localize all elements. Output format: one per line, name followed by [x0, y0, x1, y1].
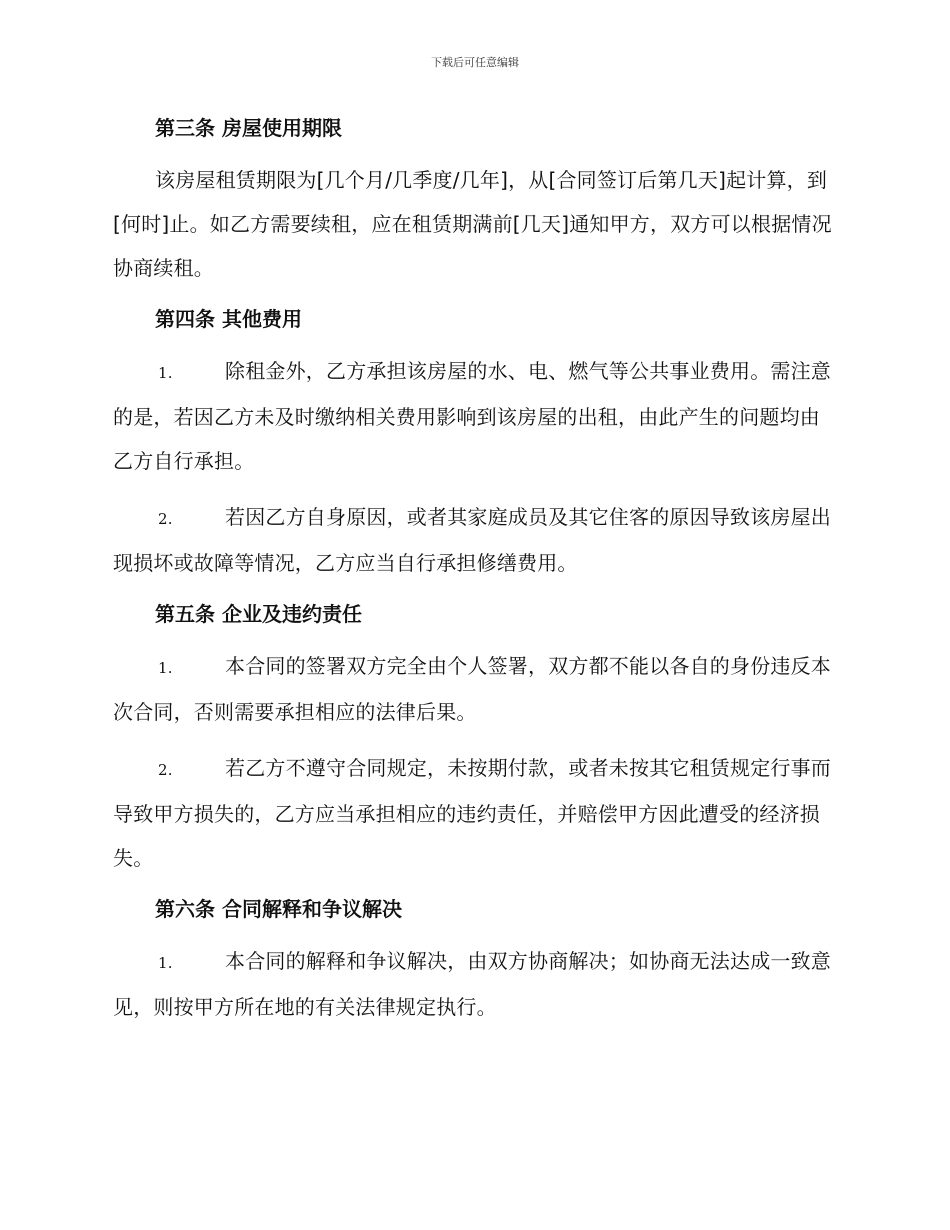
list-item-text: 除租金外，乙方承担该房屋的水、电、燃气等公共事业费用。需注意的是，若因乙方未及时缴纳相关费用影响到该房屋的出租，由此产生的问题均由乙方自行承担。: [113, 359, 831, 473]
list-item: [113, 644, 838, 734]
section-heading: 第五条 企业及违约责任: [155, 602, 362, 626]
list-item-text: 本合同的签署双方完全由个人签署，双方都不能以各自的身份违反本次合同，否则需要承担相应的法律后果。: [113, 654, 831, 724]
list-item-text: 本合同的解释和争议解决，由双方协商解决；如协商无法达成一致意见，则按甲方所在地的有关法律规定执行。: [113, 949, 831, 1019]
list-item-number: 2.: [158, 761, 173, 779]
list-item-number: 1.: [158, 954, 173, 972]
list-item: [113, 349, 838, 483]
list-item-number: 1.: [158, 659, 173, 677]
section-paragraph: 该房屋租赁期限为[几个月/几季度/几年]，从[合同签订后第几天]起计算，到[何时]止。如乙方需要续租，应在租赁期满前[几天]通知甲方，双方可以根据情况协商续租。: [113, 168, 832, 280]
list-item: [113, 495, 838, 585]
list-item-number: 2.: [158, 510, 173, 528]
list-item: [113, 746, 838, 880]
section-heading: 第六条 合同解释和争议解决: [155, 897, 402, 921]
section-heading: 第四条 其他费用: [155, 307, 302, 331]
list-item: [113, 939, 838, 1029]
list-item-text: 若因乙方自身原因，或者其家庭成员及其它住客的原因导致该房屋出现损坏或故障等情况，乙方应当自行承担修缮费用。: [113, 505, 831, 575]
document-body: [113, 111, 838, 1041]
list-item-text: 若乙方不遵守合同规定，未按期付款，或者未按其它租赁规定行事而导致甲方损失的，乙方应当承担相应的违约责任，并赔偿甲方因此遭受的经济损失。: [113, 756, 831, 870]
section-heading: 第三条 房屋使用期限: [155, 116, 342, 140]
header-note: 下载后可任意编辑: [431, 56, 519, 69]
list-item-number: 1.: [158, 364, 173, 382]
